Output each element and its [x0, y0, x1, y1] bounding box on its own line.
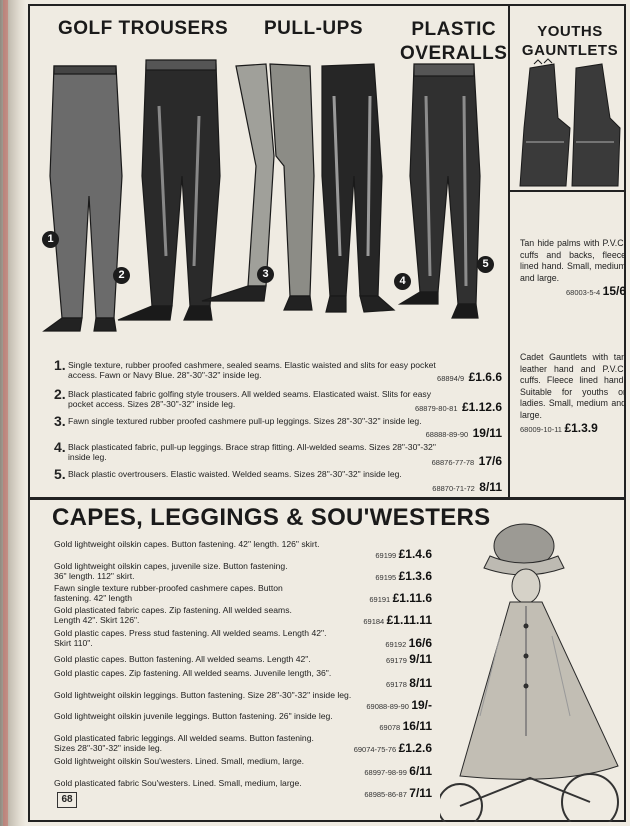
cape-item-9	[54, 711, 432, 733]
trouser-1-line1: Single texture, rubber proofed cashmere, sealed seams. Elastic waisted and slits for easy pocket	[68, 360, 436, 370]
cape-5-line1: Gold plastic capes. Press stud fastening. All welded seams. Length 42".	[54, 628, 327, 638]
heading-plastic-line1: PLASTIC	[411, 19, 497, 40]
gauntlet-divider	[510, 190, 626, 192]
trouser-2-line1: Black plasticated fabric golfing style trousers. All welded seams. Elasticated waist. Slits for easy	[68, 389, 432, 399]
cape-6-price: 9/11	[409, 652, 432, 666]
cape-3-code: 69191	[369, 595, 391, 604]
section-divider	[28, 497, 626, 500]
cape-3-row2	[54, 593, 432, 605]
cape-6-price-row	[386, 654, 432, 666]
heading-youths-line1: YOUTHS	[537, 23, 603, 40]
cape-1-price-row	[54, 549, 432, 561]
trouser-2-code: 68879-80-81	[414, 404, 458, 413]
cape-item-1	[54, 539, 432, 561]
cape-11-code: 68997-98-99	[364, 768, 407, 777]
cape-7-price: 8/11	[409, 676, 432, 690]
cape-2-row2	[54, 571, 432, 583]
trouser-4-num: 4.	[54, 439, 66, 455]
cape-4-price-row	[363, 615, 432, 627]
cape-9-price-row	[54, 721, 432, 733]
trouser-2-price-row	[415, 398, 502, 416]
trouser-3-code: 68888-89-90	[425, 430, 469, 439]
trouser-5-price: 8/11	[479, 480, 502, 494]
trouser-5-num: 5.	[54, 466, 66, 482]
cape-item-5	[54, 628, 432, 650]
trouser-1-line2: access. Fawn or Navy Blue. 28"-30"-32" inside leg.	[68, 370, 262, 380]
cape-4-row2	[54, 615, 432, 627]
cape-item-7	[54, 668, 432, 690]
cape-10-row2	[54, 743, 432, 755]
cape-10-code: 69074-75-76	[353, 745, 397, 754]
cape-6-row1	[54, 654, 432, 666]
cape-3-price: £1.11.6	[392, 591, 432, 605]
trouser-3-price-row	[426, 424, 502, 442]
cape-5-price: 16/6	[408, 636, 432, 650]
cape-item-12	[54, 778, 432, 800]
gauntlet-1-price-row	[520, 286, 626, 299]
trouser-4-line2: inside leg.	[68, 452, 107, 462]
cape-3-line2: fastening. 42" length	[54, 593, 133, 603]
gauntlet-1-code: 68003-5-4	[565, 288, 601, 297]
trouser-5-line1: Black plastic overtrousers. Elastic waisted. Welded seams. Sizes 28"-30"-32" inside leg.	[68, 469, 402, 479]
heading-golf-trousers: GOLF TROUSERS	[58, 18, 229, 39]
gauntlet-2-price-row	[520, 423, 626, 436]
cape-12-price-row	[54, 788, 432, 800]
trouser-3-line1: Fawn single textured rubber proofed cashmere pull-up leggings. Sizes 28"-30"-32" inside leg.	[68, 416, 422, 426]
trouser-1-code: 68894/9	[437, 374, 465, 383]
callout-3: 3	[257, 266, 274, 283]
trouser-4-price-row	[432, 452, 502, 470]
gauntlet-1-text: Tan hide palms with P.V.C. cuffs and backs, fleece lined hand. Small, medium and large.	[520, 238, 626, 283]
cape-6-line1: Gold plastic capes. Button fastening. All welded seams. Length 42".	[54, 654, 311, 664]
heading-youths-gauntlets	[518, 22, 622, 60]
heading-capes: CAPES, LEGGINGS & SOU'WESTERS	[52, 504, 491, 531]
trouser-1-num: 1.	[54, 357, 66, 373]
cape-1-price: £1.4.6	[398, 547, 432, 561]
trouser-4-code: 68876-77-78	[431, 458, 475, 467]
callout-4: 4	[394, 273, 411, 290]
cape-2-line2: 36" length. 112" skirt.	[54, 571, 135, 581]
gauntlet-2-text: Cadet Gauntlets with tan leather hand and P.V.C. cuffs. Fleece lined hand. Suitable for youths or ladies. Small, medium and large.	[520, 352, 626, 420]
cape-5-price-row	[385, 638, 432, 650]
cape-11-price-row	[54, 766, 432, 778]
cape-4-line2: Length 42". Skirt 126".	[54, 615, 140, 625]
cape-5-row2	[54, 638, 432, 650]
trouser-4-price: 17/6	[478, 454, 502, 468]
cape-11-price: 6/11	[409, 764, 432, 778]
cape-cyclist-illustration	[440, 516, 626, 822]
binding-edge	[3, 0, 8, 826]
trouser-1-price-row	[437, 368, 502, 386]
cape-item-10	[54, 733, 432, 755]
cape-1-code: 69199	[375, 551, 397, 560]
cape-5-code: 69192	[385, 640, 407, 649]
callout-5: 5	[477, 256, 494, 273]
cape-7-code: 69178	[386, 680, 407, 689]
cape-12-price: 7/11	[409, 786, 432, 800]
gauntlet-2-price: £1.3.9	[564, 421, 598, 435]
gauntlet-item-1	[520, 238, 626, 299]
cape-2-code: 69195	[375, 573, 397, 582]
cape-9-line1: Gold lightweight oilskin juvenile leggings. Button fastening. 26" inside leg.	[54, 711, 333, 721]
cape-2-price: £1.3.6	[398, 569, 432, 583]
cape-3-price-row	[369, 593, 432, 605]
cape-4-price: £1.11.11	[386, 613, 432, 627]
trouser-5-code: 68870-71-72	[432, 484, 475, 493]
cape-item-11	[54, 756, 432, 778]
cape-10-price: £1.2.6	[398, 741, 432, 755]
trouser-3-price: 19/11	[472, 426, 502, 440]
cape-4-line1: Gold plasticated fabric capes. Zip fastening. All welded seams.	[54, 605, 292, 615]
trouser-3-num: 3.	[54, 413, 66, 429]
cape-8-code: 69088-89-90	[366, 702, 409, 711]
cape-12-line1: Gold plasticated fabric Sou'westers. Lined. Small, medium, large.	[54, 778, 302, 788]
callout-1: 1	[42, 231, 59, 248]
cape-10-price-row	[354, 743, 432, 755]
gauntlet-2-code: 68009-10-11	[520, 425, 562, 434]
trouser-2-line2: pocket access. Sizes 28"-30"-32" inside leg.	[68, 399, 236, 409]
cape-8-price: 19/-	[411, 698, 432, 712]
cape-8-line1: Gold lightweight oilskin leggings. Button fastening. Size 28"-30"-32" inside leg.	[54, 690, 352, 700]
cape-1-line1: Gold lightweight oilskin capes. Button fastening. 42" length. 126" skirt.	[54, 539, 320, 549]
gauntlets-illustration	[514, 58, 626, 188]
heading-plastic-line2: OVERALLS	[400, 43, 508, 64]
cape-5-line2: Skirt 110".	[54, 638, 93, 648]
column-divider	[508, 4, 510, 498]
cape-11-line1: Gold lightweight oilskin Sou'westers. Lined. Small, medium, large.	[54, 756, 305, 766]
cape-9-price: 16/11	[402, 719, 432, 733]
cape-4-code: 69184	[363, 617, 385, 626]
cape-item-3	[54, 583, 432, 605]
cape-item-6	[54, 654, 432, 666]
gauntlet-1-price: 15/6	[602, 284, 626, 298]
cape-3-line1: Fawn single texture rubber-proofed cashmere capes. Button	[54, 583, 283, 593]
trouser-2-price: £1.12.6	[461, 400, 502, 414]
trouser-2-num: 2.	[54, 386, 66, 402]
gauntlet-item-2	[520, 352, 626, 436]
callout-2: 2	[113, 267, 130, 284]
cape-10-line2: Sizes 28"-30"-32" inside leg.	[54, 743, 163, 753]
page-number: 68	[57, 792, 77, 808]
trouser-4-line1: Black plasticated fabric, pull-up leggings. Brace strap fitting. All-welded seams. Sizes 28"-30"-32"	[68, 442, 436, 452]
cape-item-8	[54, 690, 432, 712]
cape-2-price-row	[375, 571, 432, 583]
cape-item-2	[54, 561, 432, 583]
cape-6-code: 69179	[386, 656, 407, 665]
cape-12-code: 68985-86-87	[364, 790, 407, 799]
cape-7-line1: Gold plastic capes. Zip fastening. All welded seams. Juvenile length, 36".	[54, 668, 332, 678]
cape-item-4	[54, 605, 432, 627]
cape-10-line1: Gold plasticated fabric leggings. All welded seams. Button fastening.	[54, 733, 314, 743]
heading-pull-ups: PULL-UPS	[264, 18, 363, 39]
cape-7-price-row	[54, 678, 432, 690]
heading-youths-line2: GAUNTLETS	[521, 42, 619, 59]
trouser-5-price-row	[432, 478, 502, 496]
trousers-illustration	[34, 56, 504, 356]
cape-2-line1: Gold lightweight oilskin capes, juvenile size. Button fastening.	[54, 561, 288, 571]
trouser-1-price: £1.6.6	[468, 370, 502, 384]
cape-9-code: 69078	[379, 723, 401, 732]
